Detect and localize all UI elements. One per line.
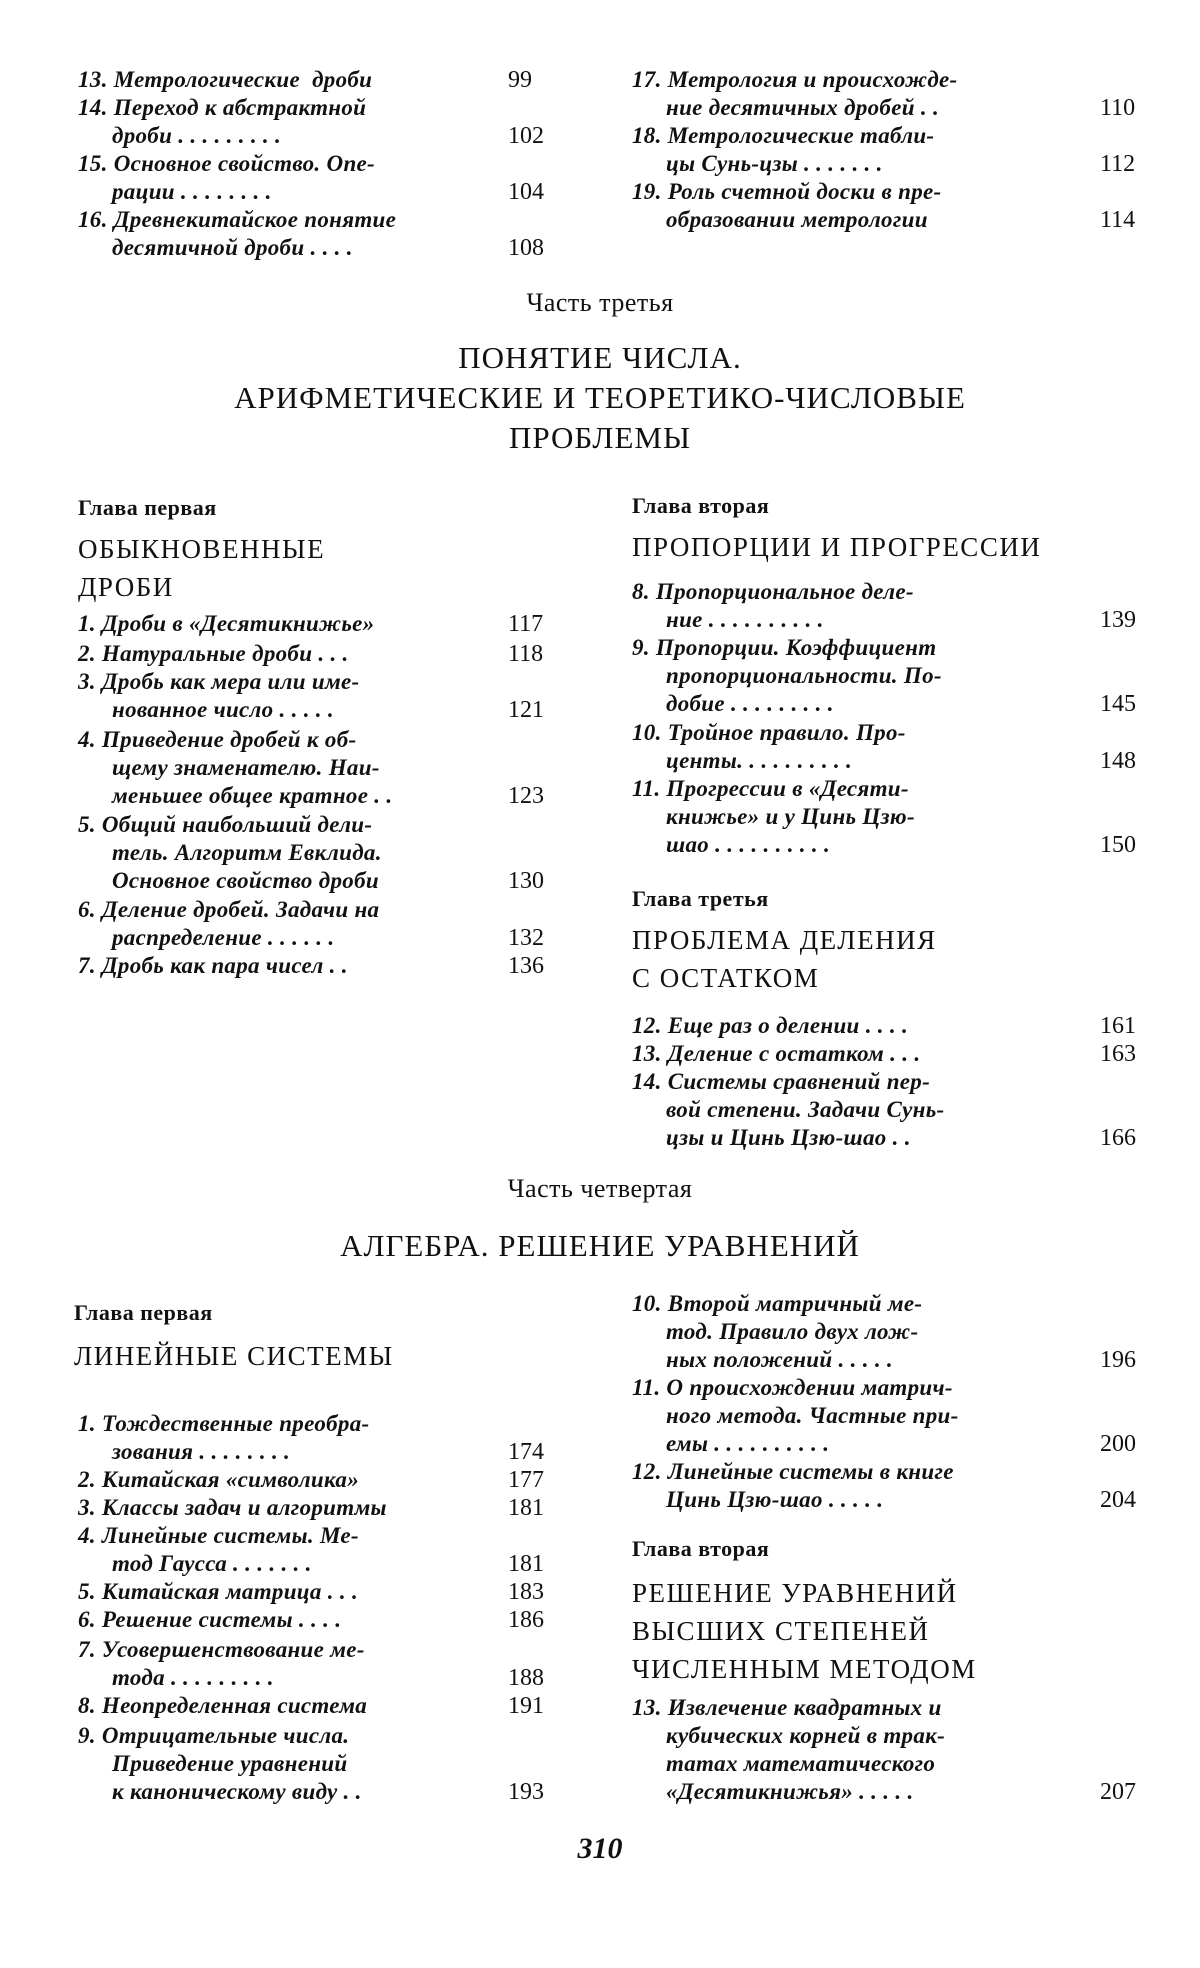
entry-title: 7. Дробь как пара чисел . . — [78, 953, 348, 978]
entry-page: 123 — [508, 783, 544, 809]
entry-title: 4. Приведение дробей к об- щему знаменателю. Наи- меньшее общее кратное . . — [78, 727, 393, 808]
toc-entry — [632, 775, 1142, 859]
entry-title: 18. Метрологические табли- цы Сунь-цзы . . . . . . . — [632, 123, 935, 176]
toc-entry — [78, 1494, 548, 1522]
entry-title: 17. Метрология и происхожде- ние десятичных дробей . . — [632, 67, 958, 120]
entry-page: 181 — [508, 1495, 544, 1521]
page-number: 310 — [577, 1832, 623, 1865]
entry-page: 150 — [1100, 832, 1136, 858]
entry-title: 9. Отрицательные числа. Приведение уравнений к каноническому виду . . — [78, 1723, 362, 1804]
toc-entry — [632, 1068, 1142, 1152]
entry-page: 200 — [1100, 1431, 1136, 1457]
entry-title: 11. Прогрессии в «Десяти- книжье» и у Цинь Цзю- шао . . . . . . . . . . — [632, 776, 915, 857]
entry-page: 196 — [1100, 1347, 1136, 1373]
entry-title: 2. Натуральные дроби . . . — [78, 641, 349, 666]
chapter-label: Глава вторая — [632, 493, 770, 518]
chapter-label: Глава первая — [74, 1300, 213, 1325]
toc-entry — [632, 1290, 1142, 1374]
entry-page: 136 — [508, 953, 544, 979]
chapter-label: Глава вторая — [632, 1536, 770, 1561]
toc-entry — [632, 1374, 1142, 1458]
part-label: Часть третья — [526, 288, 674, 317]
entry-page: 114 — [1100, 207, 1136, 233]
entry-title: 15. Основное свойство. Опе- рации . . . . . . . . — [78, 151, 376, 204]
entry-title: 12. Еще раз о делении . . . . — [632, 1013, 909, 1038]
entry-title: 2. Китайская «символика» — [78, 1467, 359, 1492]
entry-page: 181 — [508, 1551, 544, 1577]
toc-entry — [78, 1722, 548, 1806]
entry-page: 207 — [1100, 1779, 1136, 1805]
entry-title: 9. Пропорции. Коэффициент пропорциональности. По- добие . . . . . . . . . — [632, 635, 942, 716]
toc-entry — [78, 952, 548, 980]
toc-entry — [78, 1522, 548, 1578]
entry-page: 112 — [1100, 151, 1136, 177]
toc-entry — [78, 668, 548, 724]
entry-page: 148 — [1100, 748, 1136, 774]
toc-entry — [632, 578, 1142, 634]
entry-title: 1. Дроби в «Десятикнижье» — [78, 611, 375, 636]
entry-title: 8. Пропорциональное деле- ние . . . . . . . . . . — [632, 579, 914, 632]
toc-entry — [78, 1692, 548, 1720]
entry-page: 186 — [508, 1607, 544, 1633]
part-label: Часть четвертая — [507, 1174, 693, 1203]
entry-page: 117 — [508, 611, 544, 637]
toc-entry — [632, 1458, 1142, 1514]
entry-page: 99 — [508, 67, 532, 93]
entry-page: 174 — [508, 1439, 544, 1465]
entry-title: 13. Метрологические дроби — [78, 67, 373, 92]
entry-page: 191 — [508, 1693, 544, 1719]
entry-page: 130 — [508, 868, 544, 894]
toc-entry — [78, 1578, 548, 1606]
toc-entry — [632, 1012, 1142, 1040]
entry-title: 10. Тройное правило. Про- центы. . . . . . . . . . — [632, 720, 906, 773]
toc-entry — [78, 640, 548, 668]
entry-title: 3. Дробь как мера или име- нованное число . . . . . — [78, 669, 360, 722]
toc-entry — [78, 206, 548, 262]
entry-page: 166 — [1100, 1125, 1136, 1151]
entry-page: 183 — [508, 1579, 544, 1605]
toc-entry — [78, 811, 548, 895]
toc-entry — [78, 610, 548, 638]
toc-entry — [78, 1606, 548, 1634]
entry-page: 110 — [1100, 95, 1136, 121]
chapter-title: РЕШЕНИЕ УРАВНЕНИЙ ВЫСШИХ СТЕПЕНЕЙ ЧИСЛЕННЫМ МЕТОДОМ — [632, 1578, 977, 1684]
entry-page: 102 — [508, 123, 544, 149]
toc-entry — [78, 1636, 548, 1692]
toc-entry — [78, 94, 548, 150]
chapter-label: Глава первая — [78, 495, 217, 520]
toc-entry — [78, 1410, 548, 1466]
entry-page: 104 — [508, 179, 544, 205]
chapter-title: ПРОПОРЦИИ И ПРОГРЕССИИ — [632, 532, 1042, 562]
entry-title: 6. Решение системы . . . . — [78, 1607, 342, 1632]
chapter-title: ЛИНЕЙНЫЕ СИСТЕМЫ — [74, 1341, 394, 1371]
toc-entry — [78, 726, 548, 810]
entry-page: 177 — [508, 1467, 544, 1493]
entry-page: 163 — [1100, 1041, 1136, 1067]
entry-page: 204 — [1100, 1487, 1136, 1513]
entry-title: 13. Деление с остатком . . . — [632, 1041, 921, 1066]
toc-entry — [632, 66, 1142, 122]
part-title: ПОНЯТИЕ ЧИСЛА. АРИФМЕТИЧЕСКИЕ И ТЕОРЕТИКО-ЧИСЛОВЫЕ ПРОБЛЕМЫ — [234, 340, 966, 455]
entry-title: 1. Тождественные преобра- зования . . . . . . . . — [78, 1411, 370, 1464]
entry-title: 4. Линейные системы. Ме- тод Гаусса . . . . . . . — [78, 1523, 359, 1576]
entry-page: 108 — [508, 235, 544, 261]
entry-page: 188 — [508, 1665, 544, 1691]
part-title: АЛГЕБРА. РЕШЕНИЕ УРАВНЕНИЙ — [340, 1228, 860, 1263]
toc-entry — [78, 150, 548, 206]
entry-page: 118 — [508, 641, 544, 667]
entry-title: 6. Деление дробей. Задачи на распределение . . . . . . — [78, 897, 380, 950]
entry-title: 5. Китайская матрица . . . — [78, 1579, 358, 1604]
entry-page: 193 — [508, 1779, 544, 1805]
toc-entry — [632, 634, 1142, 718]
toc-entry — [632, 122, 1142, 178]
entry-title: 13. Извлечение квадратных и кубических корней в трак- татах математического «Десятикнижья» . . . . . — [632, 1695, 946, 1804]
toc-entry — [632, 1694, 1142, 1806]
entry-page: 132 — [508, 925, 544, 951]
entry-title: 16. Древнекитайское понятие десятичной дроби . . . . — [78, 207, 397, 260]
entry-title: 11. О происхождении матрич- ного метода. Частные при- емы . . . . . . . . . . — [632, 1375, 959, 1456]
toc-entry — [632, 719, 1142, 775]
chapter-label: Глава третья — [632, 886, 769, 911]
toc-entry — [632, 1040, 1142, 1068]
entry-title: 7. Усовершенствование ме- тода . . . . . . . . . — [78, 1637, 365, 1690]
toc-entry — [78, 1466, 548, 1494]
toc-entry — [78, 896, 548, 952]
entry-title: 14. Системы сравнений пер- вой степени. Задачи Сунь- цзы и Цинь Цзю-шао . . — [632, 1069, 945, 1150]
entry-title: 14. Переход к абстрактной дроби . . . . . . . . . — [78, 95, 367, 148]
chapter-title: ОБЫКНОВЕННЫЕ ДРОБИ — [78, 534, 326, 602]
entry-title: 10. Второй матричный ме- тод. Правило двух лож- ных положений . . . . . — [632, 1291, 923, 1372]
toc-entry — [78, 66, 548, 94]
entry-title: 8. Неопределенная система — [78, 1693, 368, 1718]
chapter-title: ПРОБЛЕМА ДЕЛЕНИЯ С ОСТАТКОМ — [632, 925, 937, 993]
entry-page: 145 — [1100, 691, 1136, 717]
entry-page: 139 — [1100, 607, 1136, 633]
toc-entry — [632, 178, 1142, 234]
entry-title: 12. Линейные системы в книге Цинь Цзю-шао . . . . . — [632, 1459, 954, 1512]
entry-title: 5. Общий наибольший дели- тель. Алгоритм Евклида. Основное свойство дроби — [78, 812, 382, 893]
entry-title: 3. Классы задач и алгоритмы — [78, 1495, 387, 1520]
entry-title: 19. Роль счетной доски в пре- образовании метрологии — [632, 179, 942, 232]
entry-page: 161 — [1100, 1013, 1136, 1039]
entry-page: 121 — [508, 697, 544, 723]
